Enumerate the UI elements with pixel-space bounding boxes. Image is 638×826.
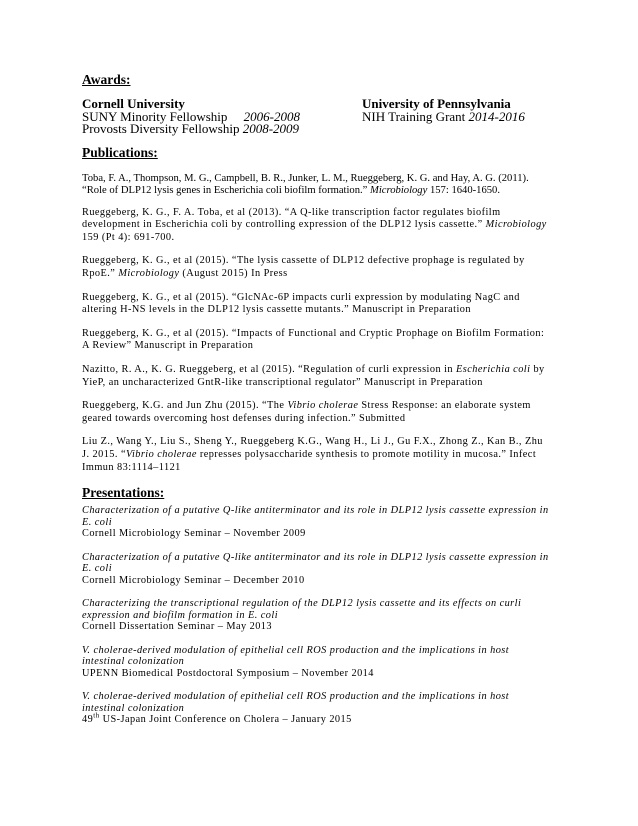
publication-text: Toba, F. A., Thompson, M. G., Campbell, B. R., Junker, L. M., Rueggeberg, K. G. and Hay, A. G. (2011). “Role of DLP12 lysis genes in Escherichia coli biofilm formation.” (82, 172, 529, 197)
presentations-heading: Presentations: (82, 485, 165, 501)
presentations-list (82, 505, 552, 726)
presentation-title: Characterization of a putative Q-like antiterminator and its role in DLP12 lysis cassette expression in E. coli (82, 551, 549, 575)
publication-item (82, 400, 552, 425)
awards-right-column (362, 98, 552, 136)
publications-list (82, 173, 552, 475)
publication-item (82, 207, 552, 245)
presentation-item (82, 691, 552, 726)
publication-text: Rueggeberg, K. G., F. A. Toba, et al (2013). “A Q-like transcription factor regulates biofilm development in Escherichia coli by controlling expression of the DLP12 lysis cassette.” (82, 206, 501, 231)
publication-item (82, 255, 552, 280)
presentation-title: V. cholerae-derived modulation of epithelial cell ROS production and the implications in host intestinal colonization (82, 691, 510, 714)
awards-grid (82, 98, 552, 136)
publication-text: Nazitto, R. A., K. G. Rueggeberg, et al (2015). “Regulation of curli expression in (82, 364, 457, 376)
presentation-item (82, 598, 552, 633)
publication-text: Liu Z., Wang Y., Liu S., Sheng Y., Rueggeberg K.G., Wang H., Li J., Gu F.X., Zhong Z., Kan B., Zhu J. 2015. “ (82, 436, 543, 460)
presentation-venue: Cornell Dissertation Seminar – May 2013 (82, 621, 272, 633)
publication-journal: Microbiology (370, 185, 428, 197)
resume-page (82, 72, 552, 738)
publication-text: Rueggeberg, K. G., et al (2015). “GlcNAc-6P impacts curli expression by modulating NagC and altering H-NS levels in the DLP12 lysis cassette mutants.” Manuscript in Preparation (82, 291, 520, 316)
publication-text: Stress Response: an elaborate system geared towards overcoming host defenses during infection.” Submitted (82, 400, 531, 424)
award-institution-right: University of Pennsylvania (362, 96, 511, 111)
publication-text: 157: 1640-1650. (427, 185, 500, 197)
presentation-item (82, 645, 552, 680)
presentation-item (82, 505, 552, 540)
presentation-venue: UPENN Biomedical Postdoctoral Symposium – November 2014 (82, 667, 374, 679)
publication-text: Rueggeberg, K.G. and Jun Zhu (2015). “The (82, 400, 288, 412)
award-years: 2014-2016 (468, 108, 525, 124)
publication-item (82, 292, 552, 317)
award-years: 2006-2008 (243, 108, 301, 124)
publication-journal: Microbiology (118, 268, 180, 280)
award-item (362, 108, 552, 124)
publication-text: (August 2015) In Press (179, 268, 288, 280)
publication-text: represses polysaccharide synthesis to promote motility in mucosa.” Infect Immun 83:1114–1121 (82, 449, 537, 473)
presentation-venue: Cornell Microbiology Seminar – November 2009 (82, 528, 306, 540)
presentation-item (82, 552, 552, 587)
publication-journal: Vibrio cholerae (125, 449, 197, 460)
publication-journal: Vibrio cholerae (287, 400, 359, 412)
award-name: SUNY Minority Fellowship (82, 108, 228, 124)
presentation-venue (82, 711, 552, 726)
publication-text: by YieP, an uncharacterized GntR-like transcriptional regulator” Manuscript in Preparation (82, 364, 545, 388)
publication-item (82, 436, 552, 474)
awards-heading: Awards: (82, 72, 131, 87)
publication-text: Rueggeberg, K. G., et al (2015). “The lysis cassette of DLP12 defective prophage is regulated by RpoE.” (82, 255, 525, 280)
award-years: 2008-2009 (242, 121, 300, 136)
publication-item (82, 364, 552, 389)
publication-text: Rueggeberg, K. G., et al (2015). “Impacts of Functional and Cryptic Prophage on Biofilm Formation: A Review” Manuscript in Preparation (82, 327, 545, 352)
publication-journal: Escherichia coli (456, 364, 531, 376)
presentation-title: V. cholerae-derived modulation of epithelial cell ROS production and the implications in host intestinal colonization (82, 644, 510, 668)
publication-text: 159 (Pt 4): 691-700. (82, 231, 175, 243)
venue-ordinal-suffix: th (93, 711, 100, 720)
publications-heading: Publications: (82, 144, 158, 160)
award-institution-left: Cornell University (82, 96, 185, 111)
presentation-title: Characterizing the transcriptional regulation of the DLP12 lysis cassette and its effects on curli expression and biofilm formation in E. coli (82, 598, 522, 621)
publication-item (82, 173, 552, 198)
publication-item (82, 328, 552, 353)
awards-left-column (82, 98, 362, 136)
award-name: NIH Training Grant (362, 108, 466, 124)
award-item (82, 123, 362, 136)
venue-text: US-Japan Joint Conference on Cholera – January 2015 (99, 714, 352, 726)
presentation-venue: Cornell Microbiology Seminar – December 2010 (82, 574, 305, 586)
award-name: Provosts Diversity Fellowship (82, 121, 240, 136)
publication-journal: Microbiology (485, 219, 547, 231)
venue-ordinal-number: 49 (82, 714, 94, 726)
presentation-title: Characterization of a putative Q-like antiterminator and its role in DLP12 lysis cassette expression in E. coli (82, 505, 549, 528)
